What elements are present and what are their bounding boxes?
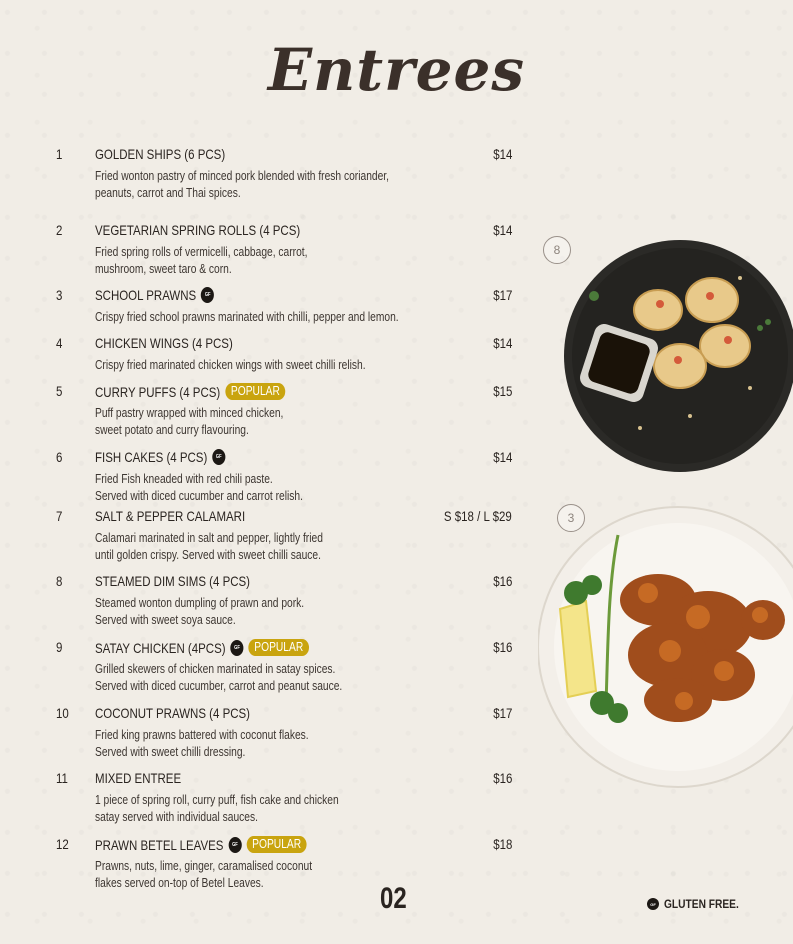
page-number: 02 <box>380 882 407 915</box>
description-line: Grilled skewers of chicken marinated in satay spices. <box>95 662 336 676</box>
item-number: 12 <box>56 836 69 852</box>
description-line: Served with diced cucumber, carrot and peanut sauce. <box>95 679 343 693</box>
gluten-free-legend <box>647 897 752 911</box>
item-description <box>95 792 456 826</box>
item-name-row <box>95 770 181 786</box>
gluten-free-icon: GF <box>230 640 243 656</box>
item-price: $14 <box>492 449 512 465</box>
item-name: CHICKEN WINGS (4 PCS) <box>95 335 233 351</box>
item-number: 3 <box>56 287 63 303</box>
popular-badge: POPULAR <box>249 639 309 656</box>
item-name: CURRY PUFFS (4 PCS) <box>95 383 221 400</box>
item-number: 9 <box>56 639 63 655</box>
description-line: Served with sweet soya sauce. <box>95 613 236 627</box>
photo-badge-dim-sims: 8 <box>543 236 571 264</box>
item-name-row <box>95 146 225 162</box>
item-name-row <box>95 335 233 351</box>
popular-badge: POPULAR <box>225 383 285 400</box>
item-name-row <box>95 508 245 524</box>
item-price: $16 <box>492 639 512 655</box>
item-price: S $18 / L $29 <box>444 508 512 524</box>
item-price: $14 <box>492 146 512 162</box>
description-line: Fried king prawns battered with coconut flakes. <box>95 728 309 742</box>
item-name-row <box>95 222 300 238</box>
item-name-row <box>95 383 286 400</box>
item-number: 10 <box>56 705 69 721</box>
description-line: 1 piece of spring roll, curry puff, fish cake and chicken <box>95 793 339 807</box>
item-description <box>95 168 456 202</box>
description-line: peanuts, carrot and Thai spices. <box>95 186 241 200</box>
school-prawns-photo <box>538 505 793 793</box>
item-name: FISH CAKES (4 PCS) <box>95 449 208 465</box>
gluten-free-icon: GF <box>228 837 241 853</box>
item-description <box>95 405 456 439</box>
item-name-row <box>95 573 250 589</box>
description-line: flakes served on-top of Betel Leaves. <box>95 876 264 890</box>
item-name-row <box>95 449 225 465</box>
description-line: sweet potato and curry flavouring. <box>95 423 249 437</box>
photo-badge-school-prawns: 3 <box>557 504 585 532</box>
description-line: Served with diced cucumber and carrot relish. <box>95 489 303 503</box>
item-name: PRAWN BETEL LEAVES <box>95 836 224 853</box>
item-price: $15 <box>492 383 512 399</box>
item-price: $14 <box>492 222 512 238</box>
item-description <box>95 357 456 374</box>
gluten-free-icon: GF <box>647 898 659 910</box>
item-number: 11 <box>56 770 68 786</box>
item-number: 6 <box>56 449 63 465</box>
description-line: satay served with individual sauces. <box>95 810 258 824</box>
item-number: 1 <box>56 146 63 162</box>
item-description <box>95 595 456 629</box>
description-line: Calamari marinated in salt and pepper, lightly fried <box>95 531 323 545</box>
description-line: Crispy fried marinated chicken wings with sweet chilli relish. <box>95 358 366 372</box>
description-line: Served with sweet chilli dressing. <box>95 745 246 759</box>
item-number: 7 <box>56 508 63 524</box>
item-name: GOLDEN SHIPS (6 PCS) <box>95 146 226 162</box>
description-line: until golden crispy. Served with sweet chilli sauce. <box>95 548 321 562</box>
item-description <box>95 309 456 326</box>
description-line: Fried Fish kneaded with red chili paste. <box>95 472 273 486</box>
item-number: 5 <box>56 383 63 399</box>
item-price: $17 <box>492 705 512 721</box>
item-name: COCONUT PRAWNS (4 PCS) <box>95 705 250 721</box>
item-name-row <box>95 287 214 303</box>
description-line: Crispy fried school prawns marinated with chilli, pepper and lemon. <box>95 310 399 324</box>
item-name-row <box>95 639 309 656</box>
item-price: $16 <box>492 770 512 786</box>
description-line: Fried wonton pastry of minced pork blended with fresh coriander, <box>95 169 389 183</box>
gluten-free-label: GLUTEN FREE. <box>664 897 739 911</box>
page-title: Entrees <box>267 36 526 104</box>
item-number: 2 <box>56 222 63 238</box>
description-line: Prawns, nuts, lime, ginger, caramalised coconut <box>95 859 313 873</box>
item-name: VEGETARIAN SPRING ROLLS (4 PCS) <box>95 222 301 238</box>
item-name: SALT & PEPPER CALAMARI <box>95 508 246 524</box>
description-line: mushroom, sweet taro & corn. <box>95 262 232 276</box>
item-price: $18 <box>492 836 512 852</box>
item-name: MIXED ENTREE <box>95 770 182 786</box>
item-name: SCHOOL PRAWNS <box>95 287 197 303</box>
item-name: SATAY CHICKEN (4PCS) <box>95 639 226 656</box>
item-price: $17 <box>492 287 512 303</box>
item-description <box>95 661 456 695</box>
item-description <box>95 727 456 761</box>
description-line: Fried spring rolls of vermicelli, cabbage, carrot, <box>95 245 308 259</box>
description-line: Puff pastry wrapped with minced chicken, <box>95 406 284 420</box>
popular-badge: POPULAR <box>246 836 306 853</box>
item-description <box>95 471 456 505</box>
item-name-row <box>95 705 250 721</box>
gluten-free-icon: GF <box>212 449 225 465</box>
dim-sims-photo <box>560 238 793 474</box>
item-name-row <box>95 836 307 853</box>
item-description <box>95 244 456 278</box>
gluten-free-icon: GF <box>201 287 214 303</box>
item-price: $16 <box>492 573 512 589</box>
item-description <box>95 530 456 564</box>
description-line: Steamed wonton dumpling of prawn and pork. <box>95 596 305 610</box>
item-number: 4 <box>56 335 63 351</box>
item-price: $14 <box>492 335 512 351</box>
item-name: STEAMED DIM SIMS (4 PCS) <box>95 573 251 589</box>
item-number: 8 <box>56 573 63 589</box>
